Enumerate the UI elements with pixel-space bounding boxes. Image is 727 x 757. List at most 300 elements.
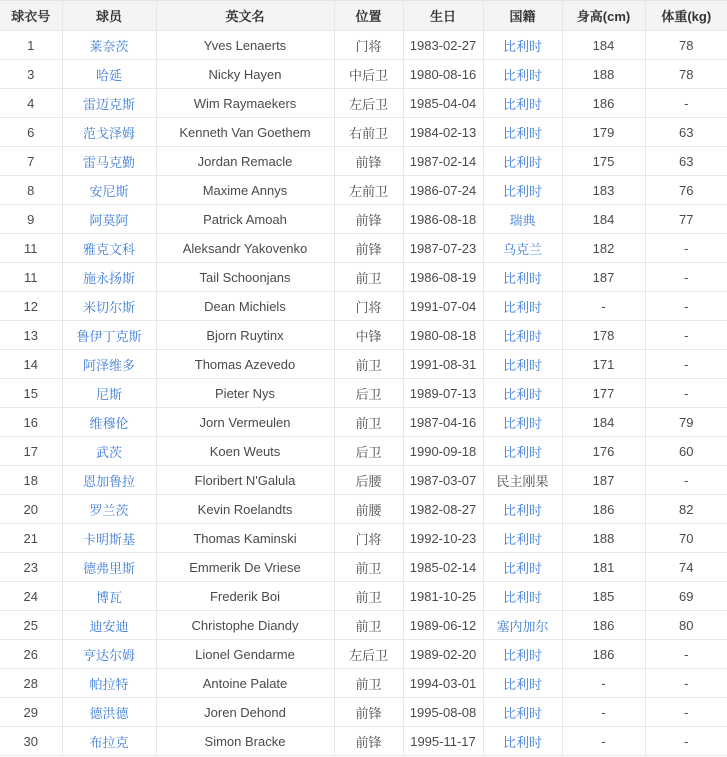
player-cell bbox=[62, 263, 156, 292]
nationality-link[interactable]: 比利时 bbox=[502, 67, 542, 83]
position-text: 前锋 bbox=[355, 241, 382, 257]
position-cell bbox=[334, 466, 403, 495]
en-name-text: Yves Lenaerts bbox=[203, 37, 287, 53]
nationality-link[interactable]: 比利时 bbox=[502, 415, 542, 431]
birthday-cell bbox=[403, 89, 483, 118]
table-row bbox=[0, 582, 727, 611]
height-text: - bbox=[601, 733, 606, 749]
weight-text: 78 bbox=[679, 37, 694, 53]
number-cell bbox=[0, 524, 62, 553]
nationality-cell bbox=[483, 553, 562, 582]
nationality-link[interactable]: 比利时 bbox=[502, 270, 542, 286]
birthday-text: 1986-08-18 bbox=[409, 211, 477, 227]
weight-cell bbox=[645, 350, 727, 379]
weight-text: 76 bbox=[679, 182, 694, 198]
nationality-cell bbox=[483, 437, 562, 466]
player-link[interactable]: 范戈泽姆 bbox=[82, 125, 135, 141]
nationality-link[interactable]: 比利时 bbox=[502, 386, 542, 402]
nationality-link[interactable]: 比利时 bbox=[502, 560, 542, 576]
col-header-player: 球员 bbox=[62, 1, 156, 31]
position-text: 后卫 bbox=[355, 444, 382, 460]
player-link[interactable]: 安尼斯 bbox=[89, 183, 129, 199]
nationality-cell bbox=[483, 379, 562, 408]
position-text: 中锋 bbox=[355, 328, 382, 344]
table-row bbox=[0, 669, 727, 698]
position-text: 门将 bbox=[355, 38, 382, 54]
table-row bbox=[0, 89, 727, 118]
weight-cell bbox=[645, 118, 727, 147]
height-text: 182 bbox=[592, 240, 615, 256]
weight-text: - bbox=[684, 327, 689, 343]
position-cell bbox=[334, 118, 403, 147]
weight-cell bbox=[645, 89, 727, 118]
player-link[interactable]: 雷马克勤 bbox=[82, 154, 135, 170]
weight-text: 79 bbox=[679, 414, 694, 430]
nationality-link[interactable]: 瑞典 bbox=[509, 212, 536, 228]
table-row bbox=[0, 466, 727, 495]
position-text: 前卫 bbox=[355, 676, 382, 692]
table-row bbox=[0, 176, 727, 205]
position-cell bbox=[334, 350, 403, 379]
number-cell bbox=[0, 234, 62, 263]
weight-text: 63 bbox=[679, 153, 694, 169]
en-name-cell bbox=[156, 60, 334, 89]
nationality-link[interactable]: 乌克兰 bbox=[502, 241, 542, 257]
weight-cell bbox=[645, 466, 727, 495]
en-name-cell bbox=[156, 611, 334, 640]
position-text: 前锋 bbox=[355, 734, 382, 750]
height-cell bbox=[562, 495, 645, 524]
col-header-nationality: 国籍 bbox=[483, 1, 562, 31]
en-name-cell bbox=[156, 553, 334, 582]
en-name-cell bbox=[156, 263, 334, 292]
player-cell bbox=[62, 60, 156, 89]
nationality-link[interactable]: 比利时 bbox=[502, 444, 542, 460]
position-cell bbox=[334, 321, 403, 350]
player-link[interactable]: 博瓦 bbox=[95, 589, 122, 605]
position-text: 门将 bbox=[355, 531, 382, 547]
table-row bbox=[0, 379, 727, 408]
en-name-text: Thomas Azevedo bbox=[194, 356, 296, 372]
position-cell bbox=[334, 553, 403, 582]
nationality-link[interactable]: 比利时 bbox=[502, 676, 542, 692]
nationality-link[interactable]: 比利时 bbox=[502, 328, 542, 344]
position-text: 左后卫 bbox=[348, 96, 388, 112]
player-link[interactable]: 雅克文科 bbox=[82, 241, 135, 257]
position-text: 前锋 bbox=[355, 705, 382, 721]
player-link[interactable]: 亨达尔姆 bbox=[82, 647, 135, 663]
weight-text: 69 bbox=[679, 588, 694, 604]
number-cell bbox=[0, 118, 62, 147]
table-row bbox=[0, 611, 727, 640]
weight-cell bbox=[645, 553, 727, 582]
position-cell bbox=[334, 234, 403, 263]
header-row bbox=[0, 1, 727, 31]
player-link[interactable]: 米切尔斯 bbox=[82, 299, 135, 315]
number-text: 13 bbox=[23, 327, 38, 343]
weight-text: 60 bbox=[679, 443, 694, 459]
player-link[interactable]: 卡明斯基 bbox=[82, 531, 135, 547]
table-row bbox=[0, 234, 727, 263]
nationality-cell bbox=[483, 524, 562, 553]
player-link[interactable]: 阿泽维多 bbox=[82, 357, 135, 373]
en-name-cell bbox=[156, 118, 334, 147]
position-cell bbox=[334, 698, 403, 727]
player-cell bbox=[62, 89, 156, 118]
number-text: 28 bbox=[23, 675, 38, 691]
player-cell bbox=[62, 321, 156, 350]
en-name-cell bbox=[156, 640, 334, 669]
number-text: 14 bbox=[23, 356, 38, 372]
birthday-cell bbox=[403, 437, 483, 466]
height-cell bbox=[562, 437, 645, 466]
number-cell bbox=[0, 669, 62, 698]
position-text: 前卫 bbox=[355, 560, 382, 576]
position-cell bbox=[334, 176, 403, 205]
en-name-cell bbox=[156, 147, 334, 176]
birthday-cell bbox=[403, 379, 483, 408]
table-row bbox=[0, 263, 727, 292]
birthday-cell bbox=[403, 350, 483, 379]
position-cell bbox=[334, 60, 403, 89]
player-cell bbox=[62, 147, 156, 176]
en-name-cell bbox=[156, 350, 334, 379]
height-text: - bbox=[601, 675, 606, 691]
col-header-english-name: 英文名 bbox=[156, 1, 334, 31]
player-cell bbox=[62, 408, 156, 437]
weight-text: 82 bbox=[679, 501, 694, 517]
nationality-link[interactable]: 比利时 bbox=[502, 154, 542, 170]
number-text: 25 bbox=[23, 617, 38, 633]
height-cell bbox=[562, 524, 645, 553]
weight-cell bbox=[645, 263, 727, 292]
height-text: 176 bbox=[592, 443, 615, 459]
position-cell bbox=[334, 582, 403, 611]
weight-cell bbox=[645, 234, 727, 263]
weight-text: - bbox=[684, 240, 689, 256]
number-cell bbox=[0, 89, 62, 118]
player-link[interactable]: 莱奈茨 bbox=[89, 38, 129, 54]
height-text: 184 bbox=[592, 37, 615, 53]
en-name-text: Tail Schoonjans bbox=[199, 269, 291, 285]
nationality-link[interactable]: 比利时 bbox=[502, 38, 542, 54]
en-name-text: Floribert N'Galula bbox=[194, 472, 296, 488]
weight-text: - bbox=[684, 298, 689, 314]
en-name-cell bbox=[156, 582, 334, 611]
table-row bbox=[0, 31, 727, 60]
player-cell bbox=[62, 669, 156, 698]
number-cell bbox=[0, 553, 62, 582]
position-text: 右前卫 bbox=[348, 125, 388, 141]
height-text: 171 bbox=[592, 356, 615, 372]
en-name-text: Simon Bracke bbox=[204, 733, 286, 749]
nationality-link[interactable]: 比利时 bbox=[502, 589, 542, 605]
player-link[interactable]: 罗兰茨 bbox=[89, 502, 129, 518]
birthday-text: 1987-04-16 bbox=[409, 414, 477, 430]
weight-cell bbox=[645, 205, 727, 234]
height-cell bbox=[562, 60, 645, 89]
position-text: 前卫 bbox=[355, 589, 382, 605]
en-name-cell bbox=[156, 727, 334, 756]
height-cell bbox=[562, 640, 645, 669]
player-cell bbox=[62, 495, 156, 524]
birthday-cell bbox=[403, 524, 483, 553]
birthday-text: 1990-09-18 bbox=[409, 443, 477, 459]
weight-text: - bbox=[684, 675, 689, 691]
player-cell bbox=[62, 466, 156, 495]
height-text: 177 bbox=[592, 385, 615, 401]
en-name-cell bbox=[156, 31, 334, 60]
number-cell bbox=[0, 466, 62, 495]
table-row bbox=[0, 495, 727, 524]
nationality-link[interactable]: 比利时 bbox=[502, 357, 542, 373]
nationality-cell bbox=[483, 350, 562, 379]
col-header-weight: 体重(kg) bbox=[645, 1, 727, 31]
table-row bbox=[0, 292, 727, 321]
height-text: 184 bbox=[592, 211, 615, 227]
height-text: 181 bbox=[592, 559, 615, 575]
nationality-link[interactable]: 比利时 bbox=[502, 125, 542, 141]
position-cell bbox=[334, 437, 403, 466]
height-cell bbox=[562, 582, 645, 611]
en-name-text: Pieter Nys bbox=[215, 385, 275, 401]
weight-cell bbox=[645, 437, 727, 466]
en-name-text: Bjorn Ruytinx bbox=[206, 327, 284, 343]
player-link[interactable]: 维穆伦 bbox=[89, 415, 129, 431]
height-cell bbox=[562, 727, 645, 756]
position-text: 前锋 bbox=[355, 154, 382, 170]
en-name-cell bbox=[156, 408, 334, 437]
weight-cell bbox=[645, 640, 727, 669]
en-name-text: Christophe Diandy bbox=[191, 617, 299, 633]
weight-cell bbox=[645, 292, 727, 321]
position-text: 左后卫 bbox=[348, 647, 388, 663]
en-name-text: Nicky Hayen bbox=[208, 66, 282, 82]
height-text: 179 bbox=[592, 124, 615, 140]
nationality-link[interactable]: 塞内加尔 bbox=[496, 618, 549, 634]
number-text: 17 bbox=[23, 443, 38, 459]
en-name-text: Frederik Boi bbox=[209, 588, 281, 604]
birthday-cell bbox=[403, 698, 483, 727]
number-cell bbox=[0, 147, 62, 176]
number-text: 11 bbox=[24, 240, 38, 256]
en-name-text: Antoine Palate bbox=[202, 675, 288, 691]
nationality-link[interactable]: 比利时 bbox=[502, 299, 542, 315]
table-row bbox=[0, 321, 727, 350]
height-cell bbox=[562, 408, 645, 437]
height-text: 186 bbox=[592, 95, 615, 111]
en-name-text: Joren Dehond bbox=[204, 704, 286, 720]
player-cell bbox=[62, 437, 156, 466]
player-link[interactable]: 迪安迪 bbox=[89, 618, 129, 634]
number-text: 24 bbox=[23, 588, 38, 604]
birthday-text: 1980-08-16 bbox=[409, 66, 477, 82]
position-cell bbox=[334, 379, 403, 408]
table-row bbox=[0, 350, 727, 379]
number-cell bbox=[0, 582, 62, 611]
number-cell bbox=[0, 379, 62, 408]
number-text: 11 bbox=[24, 269, 38, 285]
col-header-height: 身高(cm) bbox=[562, 1, 645, 31]
height-cell bbox=[562, 89, 645, 118]
en-name-cell bbox=[156, 205, 334, 234]
player-cell bbox=[62, 524, 156, 553]
height-cell bbox=[562, 118, 645, 147]
nationality-cell bbox=[483, 147, 562, 176]
nationality-cell bbox=[483, 495, 562, 524]
position-cell bbox=[334, 669, 403, 698]
nationality-cell bbox=[483, 698, 562, 727]
nationality-cell bbox=[483, 466, 562, 495]
en-name-text: Maxime Annys bbox=[202, 182, 288, 198]
en-name-text: Aleksandr Yakovenko bbox=[182, 240, 308, 256]
weight-cell bbox=[645, 147, 727, 176]
birthday-text: 1986-08-19 bbox=[409, 269, 477, 285]
nationality-link[interactable]: 比利时 bbox=[502, 502, 542, 518]
number-text: 23 bbox=[23, 559, 38, 575]
weight-text: 77 bbox=[679, 211, 694, 227]
number-cell bbox=[0, 350, 62, 379]
nationality-link[interactable]: 比利时 bbox=[502, 96, 542, 112]
weight-cell bbox=[645, 669, 727, 698]
player-cell bbox=[62, 698, 156, 727]
height-cell bbox=[562, 698, 645, 727]
nationality-link[interactable]: 比利时 bbox=[502, 705, 542, 721]
height-cell bbox=[562, 379, 645, 408]
table-row bbox=[0, 60, 727, 89]
weight-text: - bbox=[684, 646, 689, 662]
nationality-cell bbox=[483, 176, 562, 205]
weight-cell bbox=[645, 379, 727, 408]
number-text: 15 bbox=[23, 385, 38, 401]
player-cell bbox=[62, 727, 156, 756]
birthday-text: 1989-02-20 bbox=[409, 646, 477, 662]
weight-cell bbox=[645, 524, 727, 553]
number-text: 12 bbox=[23, 298, 38, 314]
weight-text: 78 bbox=[679, 66, 694, 82]
player-link[interactable]: 帕拉特 bbox=[89, 676, 129, 692]
number-cell bbox=[0, 31, 62, 60]
height-text: 184 bbox=[592, 414, 615, 430]
birthday-text: 1995-11-17 bbox=[410, 733, 476, 749]
nationality-link[interactable]: 比利时 bbox=[502, 647, 542, 663]
position-text: 前卫 bbox=[355, 270, 382, 286]
nationality-cell bbox=[483, 611, 562, 640]
nationality-link[interactable]: 比利时 bbox=[502, 531, 542, 547]
birthday-cell bbox=[403, 466, 483, 495]
number-cell bbox=[0, 437, 62, 466]
player-cell bbox=[62, 234, 156, 263]
weight-text: 80 bbox=[679, 617, 694, 633]
birthday-text: 1991-08-31 bbox=[409, 356, 477, 372]
en-name-cell bbox=[156, 379, 334, 408]
position-cell bbox=[334, 495, 403, 524]
position-text: 前锋 bbox=[355, 212, 382, 228]
height-cell bbox=[562, 466, 645, 495]
number-cell bbox=[0, 176, 62, 205]
nationality-cell bbox=[483, 31, 562, 60]
player-link[interactable]: 施永扬斯 bbox=[82, 270, 135, 286]
player-cell bbox=[62, 582, 156, 611]
position-text: 前卫 bbox=[355, 357, 382, 373]
height-cell bbox=[562, 611, 645, 640]
en-name-text: Kevin Roelandts bbox=[197, 501, 293, 517]
position-text: 后腰 bbox=[355, 473, 382, 489]
player-link[interactable]: 恩加鲁拉 bbox=[82, 473, 135, 489]
height-cell bbox=[562, 263, 645, 292]
number-cell bbox=[0, 205, 62, 234]
birthday-cell bbox=[403, 640, 483, 669]
nationality-cell bbox=[483, 263, 562, 292]
birthday-text: 1980-08-18 bbox=[409, 327, 477, 343]
weight-cell bbox=[645, 176, 727, 205]
nationality-link[interactable]: 比利时 bbox=[502, 734, 542, 750]
height-cell bbox=[562, 176, 645, 205]
birthday-text: 1987-03-07 bbox=[409, 472, 477, 488]
nationality-cell bbox=[483, 582, 562, 611]
player-cell bbox=[62, 118, 156, 147]
player-link[interactable]: 阿莫阿 bbox=[89, 212, 129, 228]
birthday-text: 1982-08-27 bbox=[409, 501, 477, 517]
player-cell bbox=[62, 350, 156, 379]
weight-cell bbox=[645, 495, 727, 524]
player-link[interactable]: 鲁伊丁克斯 bbox=[76, 328, 142, 344]
player-cell bbox=[62, 292, 156, 321]
player-link[interactable]: 哈延 bbox=[95, 67, 122, 83]
player-link[interactable]: 布拉克 bbox=[89, 734, 129, 750]
en-name-cell bbox=[156, 669, 334, 698]
birthday-cell bbox=[403, 553, 483, 582]
nationality-cell bbox=[483, 205, 562, 234]
en-name-cell bbox=[156, 466, 334, 495]
position-cell bbox=[334, 263, 403, 292]
height-cell bbox=[562, 31, 645, 60]
nationality-cell bbox=[483, 727, 562, 756]
number-cell bbox=[0, 263, 62, 292]
number-text: 6 bbox=[27, 124, 35, 140]
player-link[interactable]: 德弗里斯 bbox=[82, 560, 135, 576]
weight-cell bbox=[645, 321, 727, 350]
weight-text: 63 bbox=[679, 124, 694, 140]
player-cell bbox=[62, 176, 156, 205]
birthday-cell bbox=[403, 118, 483, 147]
table-header bbox=[0, 1, 727, 31]
weight-cell bbox=[645, 60, 727, 89]
weight-text: - bbox=[684, 385, 689, 401]
height-text: 186 bbox=[592, 501, 615, 517]
nationality-cell bbox=[483, 321, 562, 350]
birthday-cell bbox=[403, 321, 483, 350]
en-name-text: Thomas Kaminski bbox=[193, 530, 297, 546]
player-link[interactable]: 雷迈克斯 bbox=[82, 96, 135, 112]
player-link[interactable]: 德洪德 bbox=[89, 705, 129, 721]
nationality-cell bbox=[483, 669, 562, 698]
height-text: 183 bbox=[592, 182, 615, 198]
weight-cell bbox=[645, 582, 727, 611]
en-name-cell bbox=[156, 437, 334, 466]
height-cell bbox=[562, 321, 645, 350]
position-cell bbox=[334, 147, 403, 176]
player-link[interactable]: 武茨 bbox=[95, 444, 122, 460]
number-text: 16 bbox=[23, 414, 38, 430]
height-text: 186 bbox=[592, 646, 615, 662]
number-text: 20 bbox=[23, 501, 38, 517]
table-row bbox=[0, 408, 727, 437]
height-cell bbox=[562, 205, 645, 234]
nationality-link[interactable]: 比利时 bbox=[502, 183, 542, 199]
player-link[interactable]: 尼斯 bbox=[95, 386, 122, 402]
position-cell bbox=[334, 727, 403, 756]
